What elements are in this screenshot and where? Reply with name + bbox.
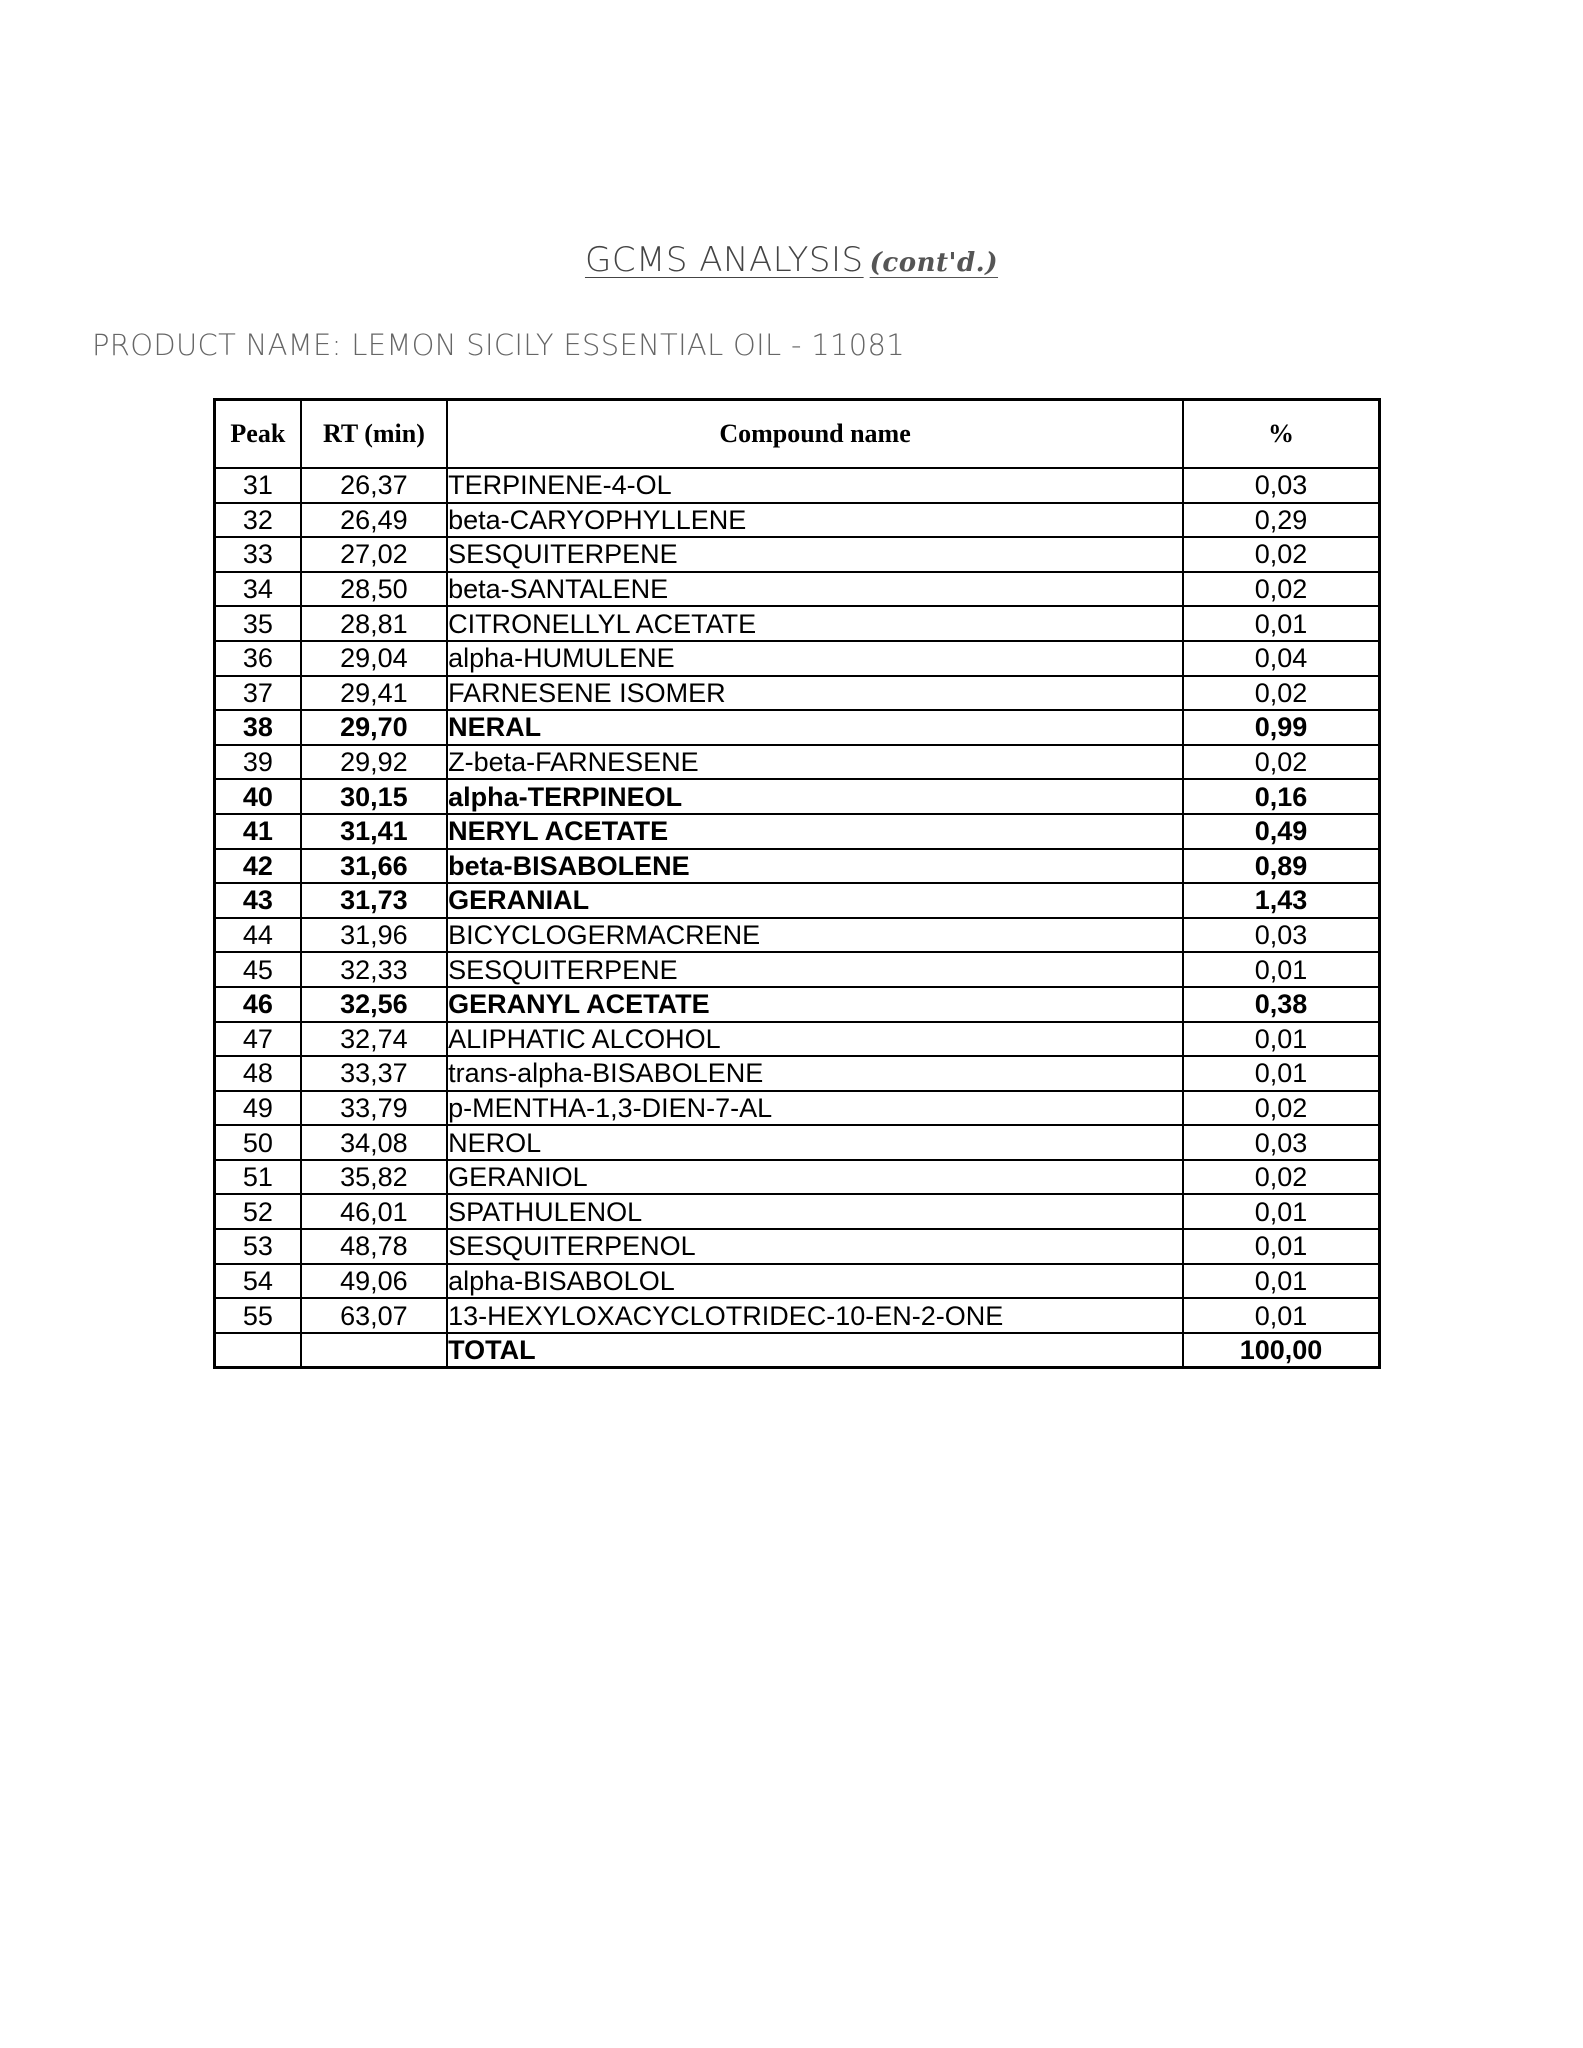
table-row — [215, 1022, 1380, 1057]
cell-rt: 33,79 — [301, 1091, 447, 1126]
table-row — [215, 814, 1380, 849]
cell-percent: 0,02 — [1183, 1160, 1380, 1195]
cell-peak: 50 — [215, 1125, 301, 1160]
cell-peak-empty — [215, 1333, 301, 1368]
cell-rt-empty — [301, 1333, 447, 1368]
cell-rt: 29,04 — [301, 641, 447, 676]
cell-peak: 46 — [215, 987, 301, 1022]
cell-percent: 0,89 — [1183, 849, 1380, 884]
cell-percent: 0,03 — [1183, 1125, 1380, 1160]
cell-peak: 55 — [215, 1298, 301, 1333]
cell-peak: 53 — [215, 1229, 301, 1264]
table-row — [215, 1229, 1380, 1264]
cell-percent: 0,03 — [1183, 918, 1380, 953]
cell-percent: 1,43 — [1183, 883, 1380, 918]
cell-percent: 0,01 — [1183, 1056, 1380, 1091]
column-header-peak: Peak — [215, 400, 301, 469]
table-row — [215, 676, 1380, 711]
cell-peak: 48 — [215, 1056, 301, 1091]
cell-rt: 26,49 — [301, 503, 447, 538]
table-row — [215, 1160, 1380, 1195]
cell-compound-name: BICYCLOGERMACRENE — [447, 918, 1183, 953]
cell-peak: 45 — [215, 952, 301, 987]
cell-rt: 28,50 — [301, 572, 447, 607]
cell-percent: 0,16 — [1183, 779, 1380, 814]
cell-rt: 63,07 — [301, 1298, 447, 1333]
cell-compound-name: FARNESENE ISOMER — [447, 676, 1183, 711]
cell-percent: 0,02 — [1183, 745, 1380, 780]
cell-percent: 0,01 — [1183, 1022, 1380, 1057]
cell-percent: 0,03 — [1183, 468, 1380, 503]
cell-percent: 0,02 — [1183, 537, 1380, 572]
cell-peak: 44 — [215, 918, 301, 953]
title-suffix: (cont'd.) — [869, 248, 999, 278]
table-row — [215, 641, 1380, 676]
cell-compound-name: alpha-BISABOLOL — [447, 1264, 1183, 1299]
cell-peak: 36 — [215, 641, 301, 676]
cell-compound-name: ALIPHATIC ALCOHOL — [447, 1022, 1183, 1057]
cell-percent: 0,01 — [1183, 1229, 1380, 1264]
cell-peak: 40 — [215, 779, 301, 814]
cell-compound-name: NERAL — [447, 710, 1183, 745]
cell-percent: 0,29 — [1183, 503, 1380, 538]
cell-compound-name: alpha-HUMULENE — [447, 641, 1183, 676]
cell-compound-name: beta-CARYOPHYLLENE — [447, 503, 1183, 538]
cell-compound-name: SESQUITERPENE — [447, 537, 1183, 572]
table-row — [215, 918, 1380, 953]
gcms-results-table — [213, 398, 1381, 1369]
cell-percent: 0,01 — [1183, 952, 1380, 987]
cell-percent: 0,99 — [1183, 710, 1380, 745]
cell-rt: 31,66 — [301, 849, 447, 884]
cell-peak: 32 — [215, 503, 301, 538]
cell-rt: 30,15 — [301, 779, 447, 814]
cell-percent: 0,49 — [1183, 814, 1380, 849]
cell-rt: 35,82 — [301, 1160, 447, 1195]
cell-rt: 31,41 — [301, 814, 447, 849]
cell-rt: 48,78 — [301, 1229, 447, 1264]
cell-peak: 33 — [215, 537, 301, 572]
table-row — [215, 883, 1380, 918]
cell-rt: 33,37 — [301, 1056, 447, 1091]
column-header-compound: Compound name — [447, 400, 1183, 469]
cell-compound-name: beta-BISABOLENE — [447, 849, 1183, 884]
cell-peak: 41 — [215, 814, 301, 849]
table-row — [215, 987, 1380, 1022]
cell-percent: 0,04 — [1183, 641, 1380, 676]
cell-compound-name: beta-SANTALENE — [447, 572, 1183, 607]
cell-rt: 34,08 — [301, 1125, 447, 1160]
cell-compound-name: 13-HEXYLOXACYCLOTRIDEC-10-EN-2-ONE — [447, 1298, 1183, 1333]
table-row — [215, 1194, 1380, 1229]
table-row — [215, 710, 1380, 745]
cell-compound-name: NERYL ACETATE — [447, 814, 1183, 849]
cell-peak: 38 — [215, 710, 301, 745]
cell-compound-name: GERANIAL — [447, 883, 1183, 918]
cell-rt: 29,92 — [301, 745, 447, 780]
cell-peak: 39 — [215, 745, 301, 780]
column-header-percent: % — [1183, 400, 1380, 469]
cell-rt: 32,33 — [301, 952, 447, 987]
cell-compound-name: TERPINENE-4-OL — [447, 468, 1183, 503]
cell-compound-name: trans-alpha-BISABOLENE — [447, 1056, 1183, 1091]
table-row — [215, 503, 1380, 538]
table-row — [215, 537, 1380, 572]
cell-rt: 32,74 — [301, 1022, 447, 1057]
cell-peak: 31 — [215, 468, 301, 503]
total-percent: 100,00 — [1183, 1333, 1380, 1368]
table-body — [215, 468, 1380, 1368]
cell-peak: 54 — [215, 1264, 301, 1299]
cell-percent: 0,01 — [1183, 1264, 1380, 1299]
cell-rt: 31,73 — [301, 883, 447, 918]
table-row — [215, 745, 1380, 780]
cell-compound-name: NEROL — [447, 1125, 1183, 1160]
table-row — [215, 606, 1380, 641]
cell-compound-name: SPATHULENOL — [447, 1194, 1183, 1229]
cell-peak: 51 — [215, 1160, 301, 1195]
table-row — [215, 952, 1380, 987]
cell-rt: 46,01 — [301, 1194, 447, 1229]
document-title — [0, 240, 1583, 280]
table-row — [215, 1125, 1380, 1160]
cell-rt: 32,56 — [301, 987, 447, 1022]
table-row — [215, 1091, 1380, 1126]
cell-rt: 29,70 — [301, 710, 447, 745]
cell-rt: 28,81 — [301, 606, 447, 641]
table-row — [215, 779, 1380, 814]
cell-compound-name: p-MENTHA-1,3-DIEN-7-AL — [447, 1091, 1183, 1126]
cell-compound-name: GERANYL ACETATE — [447, 987, 1183, 1022]
cell-percent: 0,01 — [1183, 606, 1380, 641]
cell-peak: 34 — [215, 572, 301, 607]
cell-rt: 27,02 — [301, 537, 447, 572]
cell-percent: 0,02 — [1183, 1091, 1380, 1126]
cell-rt: 49,06 — [301, 1264, 447, 1299]
cell-peak: 37 — [215, 676, 301, 711]
table-header-row — [215, 400, 1380, 469]
cell-peak: 42 — [215, 849, 301, 884]
cell-compound-name: alpha-TERPINEOL — [447, 779, 1183, 814]
table-row — [215, 1056, 1380, 1091]
cell-percent: 0,38 — [1183, 987, 1380, 1022]
table-row — [215, 572, 1380, 607]
column-header-rt: RT (min) — [301, 400, 447, 469]
cell-peak: 47 — [215, 1022, 301, 1057]
cell-peak: 49 — [215, 1091, 301, 1126]
cell-peak: 43 — [215, 883, 301, 918]
table-row — [215, 1264, 1380, 1299]
cell-rt: 26,37 — [301, 468, 447, 503]
cell-compound-name: GERANIOL — [447, 1160, 1183, 1195]
table-row — [215, 468, 1380, 503]
cell-percent: 0,02 — [1183, 676, 1380, 711]
cell-compound-name: CITRONELLYL ACETATE — [447, 606, 1183, 641]
cell-percent: 0,01 — [1183, 1298, 1380, 1333]
cell-rt: 31,96 — [301, 918, 447, 953]
cell-rt: 29,41 — [301, 676, 447, 711]
total-label: TOTAL — [447, 1333, 1183, 1368]
table-row — [215, 849, 1380, 884]
cell-percent: 0,01 — [1183, 1194, 1380, 1229]
cell-compound-name: SESQUITERPENOL — [447, 1229, 1183, 1264]
cell-peak: 35 — [215, 606, 301, 641]
cell-compound-name: Z-beta-FARNESENE — [447, 745, 1183, 780]
table-row — [215, 1298, 1380, 1333]
total-row — [215, 1333, 1380, 1368]
product-name-line: PRODUCT NAME: LEMON SICILY ESSENTIAL OIL - 11081 — [92, 328, 906, 362]
cell-percent: 0,02 — [1183, 572, 1380, 607]
cell-peak: 52 — [215, 1194, 301, 1229]
cell-compound-name: SESQUITERPENE — [447, 952, 1183, 987]
title-text: GCMS ANALYSIS — [584, 240, 864, 280]
